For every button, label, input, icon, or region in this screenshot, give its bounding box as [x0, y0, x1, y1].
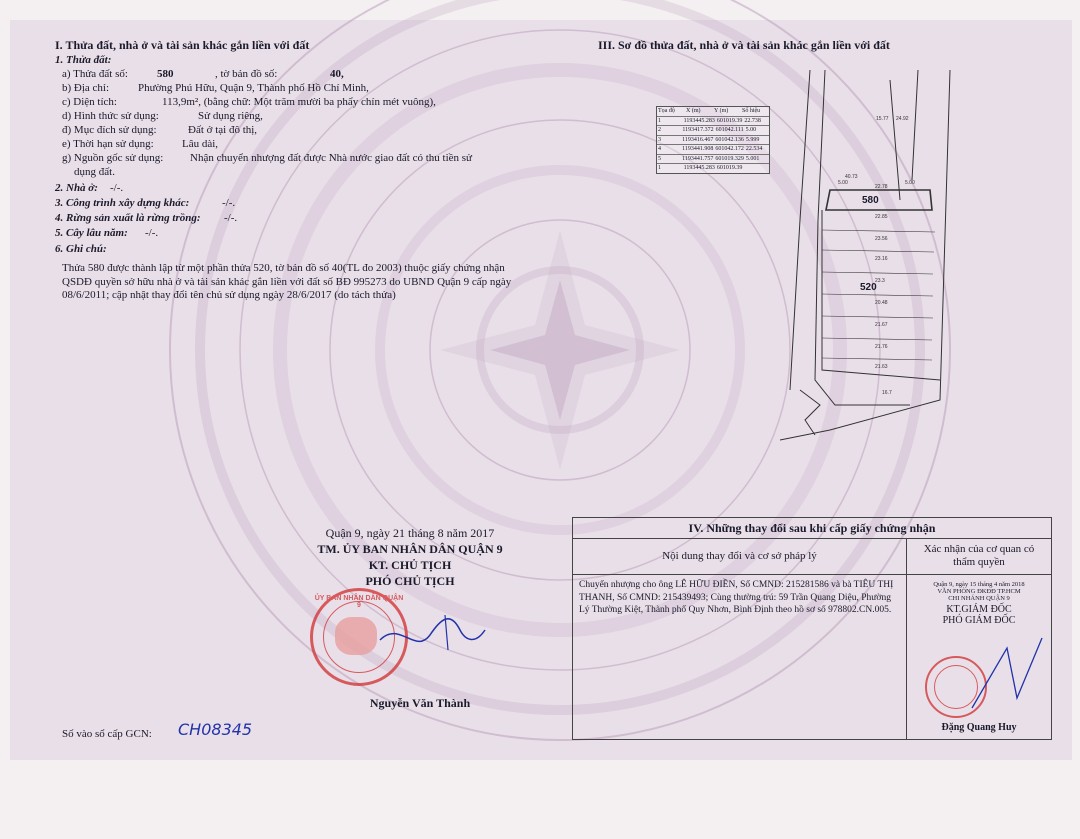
dim-label: 21.76 — [875, 344, 888, 350]
issue-date: Quận 9, ngày 21 tháng 8 năm 2017 — [325, 526, 495, 540]
dim-label: 5.00 — [838, 180, 848, 186]
boundary-line-right — [780, 70, 950, 440]
duration-label: e) Thời hạn sử dụng: — [62, 138, 154, 150]
coord-header: X (m) — [686, 108, 701, 114]
lot-520-label: 520 — [860, 282, 877, 293]
confirm-role-1: KT.GIÁM ĐỐC — [946, 604, 1012, 615]
change-entry: Chuyển nhượng cho ông LÊ HỮU ĐIỀN, Số CMND: 215281586 và bà TIÊU THỊ THANH, Số CMND: 215439493; Cùng thường trú: 59 Trần Quang Diệu, Phường Lý Thường Kiệt, Thành phố Quy Nhơn, Bình Định theo hồ sơ số 978802.CN.005. — [579, 580, 894, 615]
corner-detail — [800, 390, 820, 435]
content-column-header: Nội dung thay đổi và cơ sở pháp lý — [573, 538, 906, 575]
coord-cell: 1193441.757 — [682, 155, 714, 162]
dim-label: 40.73 — [845, 174, 858, 180]
dim-label: 20.48 — [875, 300, 888, 306]
subdivision-lines — [822, 230, 935, 360]
changes-confirm-column — [907, 538, 1051, 739]
coord-cell: 601019.329 — [715, 155, 744, 162]
dim-label: 23.16 — [875, 256, 888, 262]
coord-header: Y (m) — [714, 108, 729, 114]
coord-cell: 22.738 — [744, 117, 761, 124]
parcel-subheading: 1. Thửa đất: — [55, 54, 112, 66]
lot-580-label: 580 — [862, 195, 879, 206]
usage-form-value: Sử dụng riêng, — [198, 110, 263, 122]
dim-label: 24.92 — [896, 116, 909, 122]
boundary-line-mid — [912, 70, 918, 180]
boundary-line-top — [890, 80, 900, 200]
coord-cell: 1 — [658, 117, 661, 124]
coord-cell: 1193445.283 — [683, 165, 715, 171]
forest-value: -/-. — [224, 212, 238, 224]
coord-cell: 5.00 — [745, 127, 757, 133]
coord-cell: 601019.39 — [716, 117, 743, 124]
registry-label: Số vào sổ cấp GCN: — [62, 728, 152, 740]
address-label: b) Địa chỉ: — [62, 82, 110, 94]
map-number: 40, — [330, 68, 344, 80]
dim-label: 22.85 — [875, 214, 888, 220]
coord-cell: 1193416.467 — [682, 136, 714, 143]
dim-label: 21.67 — [875, 322, 888, 328]
trees-value: -/-. — [145, 227, 159, 239]
origin-value-line2: dụng đất. — [74, 166, 115, 178]
coord-cell: 22.534 — [745, 146, 763, 152]
origin-label: g) Nguồn gốc sử dụng: — [62, 152, 164, 164]
coord-cell: 1 — [658, 165, 661, 171]
origin-value-line1: Nhận chuyển nhượng đất được Nhà nước giao đất có thu tiền sử — [190, 152, 473, 164]
confirm-org-2: CHI NHÁNH QUẬN 9 — [948, 595, 1010, 602]
duration-value: Lâu dài, — [182, 138, 219, 150]
confirm-signature — [967, 628, 1047, 728]
dim-label: 15.77 — [876, 116, 889, 122]
signer-role-2: PHÓ CHỦ TỊCH — [365, 574, 455, 588]
coord-cell: 4 — [658, 146, 661, 152]
coord-cell: 5.999 — [745, 136, 760, 143]
coord-cell: 1193441.908 — [682, 146, 714, 152]
changes-table — [572, 517, 1052, 740]
coord-cell: 3 — [658, 136, 661, 143]
section-i-heading: I. Thửa đất, nhà ở và tài sản khác gắn liền với đất — [55, 38, 310, 52]
signer-name: Nguyễn Văn Thành — [369, 696, 471, 710]
stamp-text: ỦY BAN NHÂN DÂN QUẬN 9 — [314, 595, 404, 609]
dim-label: 5.00 — [905, 180, 915, 186]
parcel-number: 580 — [157, 68, 174, 80]
boundary-line-left — [790, 70, 810, 390]
coord-cell: 601019.39 — [716, 165, 743, 171]
coord-header: Tọa độ — [658, 108, 675, 114]
issuing-org: TM. ỦY BAN NHÂN DÂN QUẬN 9 — [317, 542, 503, 556]
area-value: 113,9m², (bằng chữ: Một trăm mười ba phẩy chín mét vuông), — [162, 96, 436, 108]
lot-580-outline — [826, 190, 932, 210]
address-value: Phường Phú Hữu, Quận 9, Thành phố Hồ Chí Minh, — [138, 82, 369, 94]
confirm-signer: Đặng Quang Huy — [941, 722, 1017, 733]
confirm-org-1: VĂN PHÒNG ĐKĐĐ TP.HCM — [937, 588, 1021, 595]
land-certificate-page — [10, 20, 1072, 760]
section-iii-heading: III. Sơ đồ thửa đất, nhà ở và tài sản khác gắn liền với đất — [598, 38, 890, 52]
coord-cell: 601042.136 — [715, 136, 744, 143]
map-number-label: , tờ bản đồ số: — [215, 68, 278, 80]
section-iv-heading: IV. Những thay đổi sau khi cấp giấy chứng nhận — [573, 518, 1051, 539]
other-works-value: -/-. — [222, 197, 236, 209]
signer-role-1: KT. CHỦ TỊCH — [368, 558, 452, 572]
notes-text: Thửa 580 được thành lập từ một phần thửa 520, tờ bản đồ số 40(TL đo 2003) thuộc giấy chứng nhận QSDĐ quyền sở hữu nhà ở và tài sản khác gắn liền với đất số BĐ 995273 do UBND Quận 9 cấp ngày 08/6/2011; cập nhật thay đổi tên chủ sử dụng ngày 28/6/2017 (do tách thửa) — [62, 262, 512, 301]
purpose-label: đ) Mục đích sử dụng: — [62, 124, 157, 136]
coord-cell: 1193445.283 — [683, 117, 715, 124]
parcel-number-label: a) Thửa đất số: — [62, 68, 128, 80]
house-value: -/-. — [110, 182, 124, 194]
coord-header: Số hiệu — [742, 108, 761, 114]
usage-form-label: d) Hình thức sử dụng: — [62, 110, 159, 122]
parcel-diagram — [650, 60, 1060, 470]
changes-content-column — [573, 538, 907, 739]
coord-cell: 1193417.372 — [682, 127, 714, 133]
house-label: 2. Nhà ở: — [55, 182, 98, 194]
forest-label: 4. Rừng sản xuất là rừng trồng: — [55, 212, 201, 224]
confirm-role-2: PHÓ GIÁM ĐỐC — [942, 615, 1016, 626]
coord-cell: 5 — [658, 155, 661, 162]
registry-number: CH08345 — [178, 720, 253, 739]
notes-label: 6. Ghi chú: — [55, 243, 107, 255]
dim-label: 22.78 — [875, 184, 888, 190]
other-works-label: 3. Công trình xây dựng khác: — [55, 197, 190, 209]
purpose-value: Đất ở tại đô thị, — [188, 124, 258, 136]
coord-cell: 601042.172 — [715, 146, 744, 152]
coord-cell: 5.001 — [745, 155, 760, 162]
handwritten-signature — [370, 600, 490, 660]
coord-cell: 2 — [658, 127, 661, 133]
dim-label: 23.3 — [875, 278, 885, 284]
dim-label: 16.7 — [882, 390, 892, 396]
area-label: c) Diện tích: — [62, 96, 117, 108]
confirm-column-header: Xác nhận của cơ quan có thẩm quyền — [907, 538, 1051, 575]
dim-label: 21.63 — [875, 364, 888, 370]
coord-cell: 601042.111 — [715, 127, 744, 133]
dim-label: 23.56 — [875, 236, 888, 242]
confirm-date: Quận 9, ngày 15 tháng 4 năm 2018 — [933, 581, 1025, 588]
trees-label: 5. Cây lâu năm: — [55, 227, 128, 239]
